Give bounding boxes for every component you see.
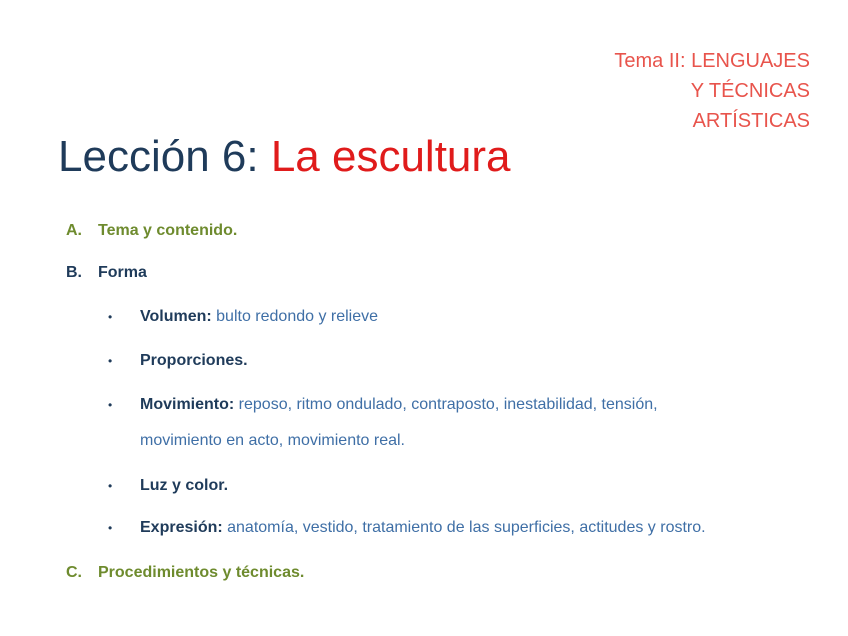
section-c-marker: C. [66,564,82,581]
bullet-expresion-text: anatomía, vestido, tratamiento de las superficies, actitudes y rostro. [222,519,706,536]
topic-line-2: Y TÉCNICAS [690,80,810,102]
bullet-luz-label: Luz y color. [140,477,229,494]
bullet-icon: • [108,310,113,324]
bullet-movimiento-text: reposo, ritmo ondulado, contraposto, inestabilidad, tensión, [234,396,658,413]
section-b-marker: B. [66,264,82,281]
title-prefix: Lección 6: [58,132,271,181]
section-a-label: Tema y contenido. [98,222,238,239]
bullet-icon: • [108,479,113,493]
section-a-marker: A. [66,222,82,239]
bullet-movimiento-label: Movimiento: [140,396,235,413]
title-subject: La escultura [270,132,511,181]
bullet-volumen-label: Volumen: [140,308,212,325]
bullet-volumen-text: bulto redondo y relieve [211,308,379,325]
bullet-expresion-label: Expresión: [140,519,223,536]
section-b [66,264,147,282]
section-b-label: Forma [98,264,147,281]
bullet-proporciones-label: Proporciones. [140,352,248,369]
bullet-icon: • [108,398,113,412]
bullet-icon: • [108,354,113,368]
topic-line-1: Tema II: LENGUAJES [614,50,810,72]
section-c [66,564,304,582]
section-a [66,222,237,240]
section-c-label: Procedimientos y técnicas. [98,564,305,581]
bullet-icon: • [108,521,113,535]
bullet-movimiento-continuation: movimiento en acto, movimiento real. [140,432,405,449]
topic-line-3: ARTÍSTICAS [692,110,810,132]
